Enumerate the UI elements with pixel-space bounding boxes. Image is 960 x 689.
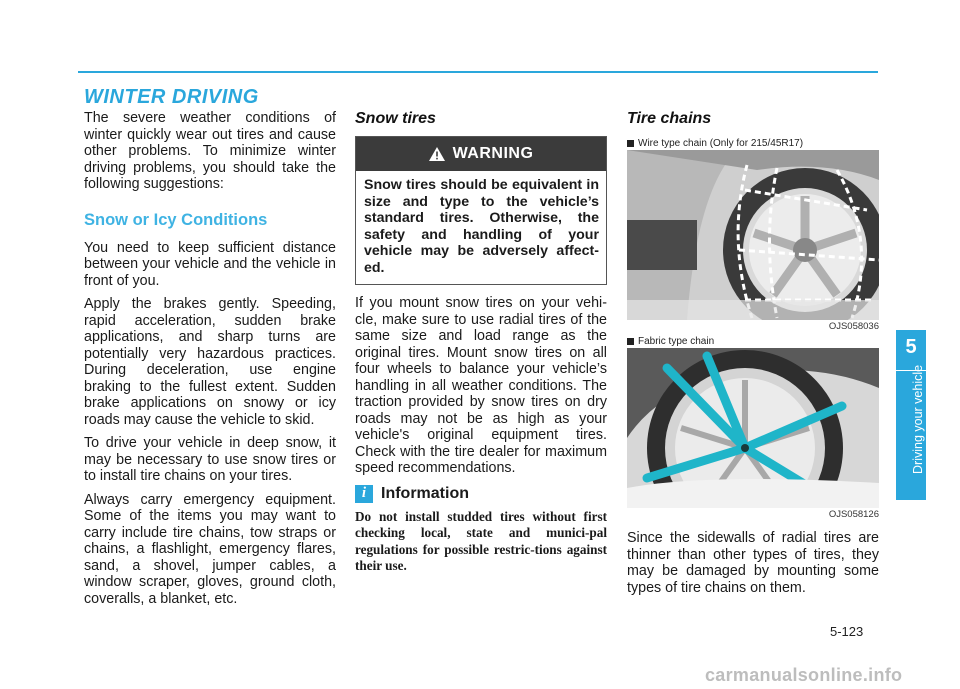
wire-chain-image: [627, 150, 879, 320]
fabric-chain-image: [627, 348, 879, 508]
warning-label: WARNING: [452, 145, 534, 162]
information-text: Do not install studded tires without first checking local, state and munici-pal regulations for possible restric-tions against their use.: [355, 508, 607, 574]
snow-tires-paragraph: If you mount snow tires on your vehi-cle, make sure to use radial tires of the same size and load range as the original tires. Mount snow tires on all four wheels to balance your vehicle’s handling in all weather conditions. The traction provided by snow tires on dry roads may not be as high as your vehicle's original equipment tires. Check with the tire dealer for maximum speed recommendations.: [355, 295, 607, 476]
top-rule: [78, 71, 878, 73]
tire-chains-paragraph: Since the sidewalls of radial tires are thinner than other types of tires, they may be damaged by mounting some types of tire chains on them.: [627, 530, 879, 596]
figure-2-caption: [627, 334, 879, 348]
column-1: [84, 110, 336, 614]
figure-2-code: OJS058126: [828, 509, 879, 520]
tire-chains-heading: Tire chains: [627, 110, 712, 127]
warning-header: [356, 137, 606, 171]
section-title: WINTER DRIVING: [84, 86, 259, 108]
intro-paragraph: The severe weather conditions of winter quickly wear out tires and cause other problems. To minimize winter driving problems, you should take the following suggestions:: [84, 110, 336, 192]
chapter-label: Driving your vehicle: [911, 364, 925, 474]
figure-1-caption: [627, 136, 879, 150]
watermark: carmanualsonline.info: [705, 665, 903, 685]
figure-1-caption-text: Wire type chain (Only for 215/45R17): [638, 137, 804, 149]
fabric-chain-illustration: [627, 348, 879, 508]
column-2: [355, 110, 607, 575]
bullet-square-icon: [627, 140, 634, 147]
figure-2-caption-text: Fabric type chain: [638, 335, 715, 347]
snow-icy-paragraph-3: To drive your vehicle in deep snow, it may be necessary to use snow tires or to install tire chains on your tires.: [84, 435, 336, 484]
warning-box: [355, 136, 607, 285]
warning-text: Snow tires should be equivalent in size and type to the vehicle’s standard tires. Otherwise, the safety and handling of your vehicle may be adversely affect-ed.: [364, 177, 599, 276]
snow-icy-paragraph-2: Apply the brakes gently. Speeding, rapid acceleration, sudden brake applications, and sharp turns are potentially very hazardous practices. During deceleration, use engine braking to the fullest extent. Sudden brake applications on snowy or icy roads may cause the vehicle to skid.: [84, 296, 336, 428]
snow-icy-paragraph-4: Always carry emergency equipment. Some of the items you may want to carry include tire chains, tow straps or chains, a flashlight, emergency flares, sand, a shovel, jumper cables, a window scraper, gloves, ground cloth, coveralls, a blanket, etc.: [84, 491, 336, 607]
snow-icy-heading: Snow or Icy Conditions: [84, 210, 268, 229]
chapter-number: 5: [905, 336, 917, 358]
snow-icy-paragraph-1: You need to keep sufficient distance between your vehicle and the vehicle in front of you.: [84, 239, 336, 289]
figure-1-code: OJS058036: [828, 321, 879, 332]
bullet-square-icon: [627, 338, 634, 345]
warning-triangle-icon: [429, 147, 445, 161]
wire-chain-illustration: [627, 150, 879, 320]
column-3: [627, 110, 879, 603]
information-icon: i: [355, 485, 373, 503]
page-number: 5-123: [830, 624, 864, 639]
information-title: Information: [381, 484, 469, 502]
information-header: [355, 485, 607, 503]
snow-tires-heading: Snow tires: [355, 110, 436, 127]
